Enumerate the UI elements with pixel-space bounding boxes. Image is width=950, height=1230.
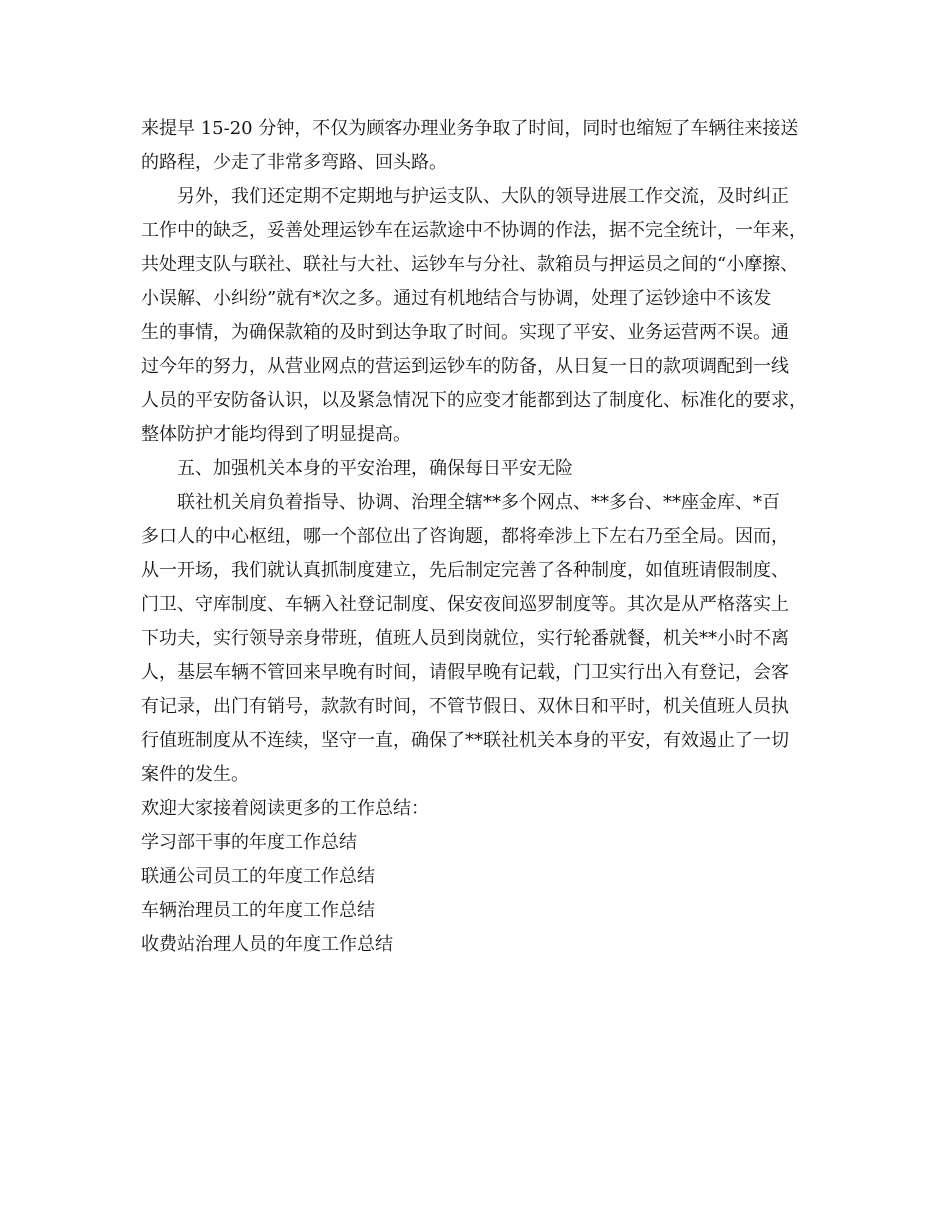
- body-line-4: 工作中的缺乏，妥善处理运钞车在运款途中不协调的作法，据不完全统计，一年来，: [141, 220, 807, 241]
- body-line-2: 的路程，少走了非常多弯路、回头路。: [141, 152, 447, 173]
- paragraph-start-line: 联社机关肩负着指导、协调、治理全辖**多个网点、**多台、**座金库、*百: [177, 492, 780, 513]
- related-link-2[interactable]: 联通公司员工的年度工作总结: [141, 866, 375, 887]
- body-line-15: 门卫、守库制度、车辆入社登记制度、保安夜间巡罗制度等。其次是从严格落实上: [141, 594, 789, 615]
- body-line-20: 案件的发生。: [141, 764, 249, 785]
- body-line-7: 生的事情，为确保款箱的及时到达争取了时间。实现了平安、业务运营两不误。通: [141, 322, 789, 343]
- footer-intro: 欢迎大家接着阅读更多的工作总结：: [141, 798, 429, 819]
- related-link-3[interactable]: 车辆治理员工的年度工作总结: [141, 900, 375, 921]
- section-heading: 五、加强机关本身的平安治理，确保每日平安无险: [177, 458, 573, 479]
- body-line-16: 下功夫，实行领导亲身带班，值班人员到岗就位，实行轮番就餐，机关**小时不离: [141, 628, 789, 649]
- body-line-9: 人员的平安防备认识，以及紧急情况下的应变才能都到达了制度化、标准化的要求，: [141, 390, 807, 411]
- body-line-13: 多口人的中心枢纽，哪一个部位出了咨询题，都将牵涉上下左右乃至全局。因而，: [141, 526, 789, 547]
- body-line-19: 行值班制度从不连续，坚守一直，确保了**联社机关本身的平安，有效遏止了一切: [141, 730, 789, 751]
- body-line-14: 从一开场，我们就认真抓制度建立，先后制定完善了各种制度，如值班请假制度、: [141, 560, 789, 581]
- body-line-10: 整体防护才能均得到了明显提高。: [141, 424, 411, 445]
- body-line-18: 有记录，出门有销号，款款有时间，不管节假日、双休日和平时，机关值班人员执: [141, 696, 789, 717]
- body-line-1: 来提早 15-20 分钟，不仅为顾客办理业务争取了时间，同时也缩短了车辆往来接送: [141, 118, 799, 139]
- paragraph-start-line: 另外，我们还定期不定期地与护运支队、大队的领导进展工作交流，及时纠正: [177, 186, 789, 207]
- related-link-4[interactable]: 收费站治理人员的年度工作总结: [141, 934, 393, 955]
- related-link-1[interactable]: 学习部干事的年度工作总结: [141, 832, 357, 853]
- body-line-5: 共处理支队与联社、联社与大社、运钞车与分社、款箱员与押运员之间的“小摩擦、: [141, 254, 799, 275]
- body-line-6: 小误解、小纠纷”就有*次之多。通过有机地结合与协调，处理了运钞途中不该发: [141, 288, 772, 309]
- body-line-17: 人，基层车辆不管回来早晚有时间，请假早晚有记载，门卫实行出入有登记，会客: [141, 662, 789, 683]
- body-line-8: 过今年的努力，从营业网点的营运到运钞车的防备，从日复一日的款项调配到一线: [141, 356, 789, 377]
